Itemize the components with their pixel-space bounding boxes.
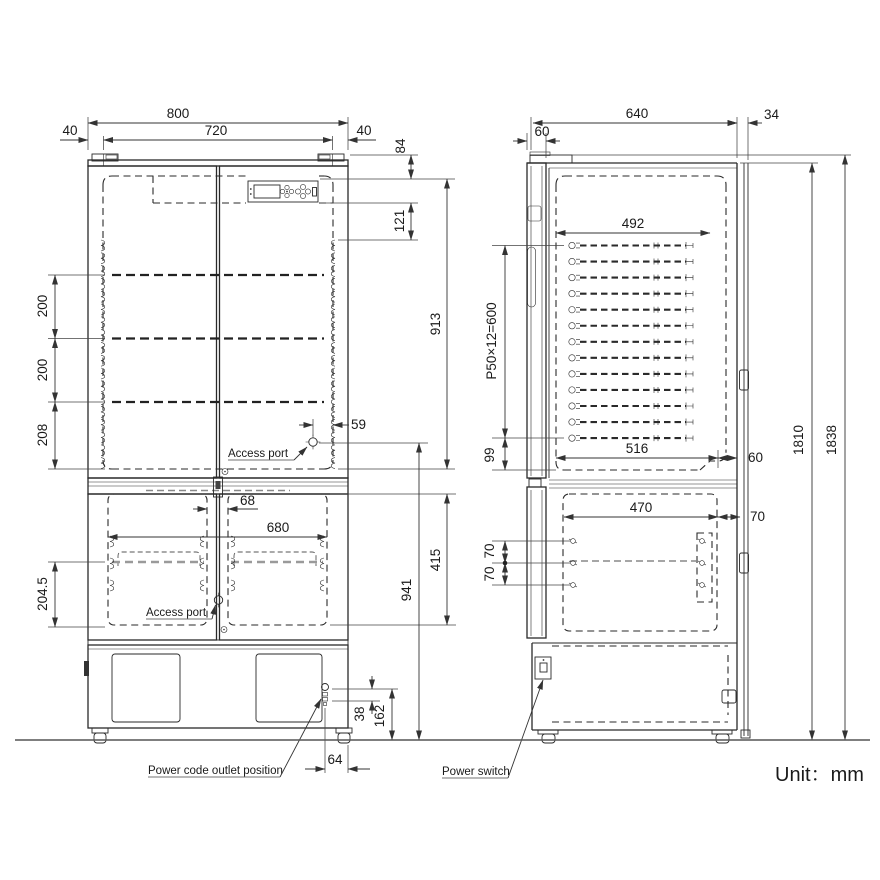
front-upper-door-left	[88, 166, 217, 478]
front-dimensions	[35, 106, 456, 773]
front-view	[84, 154, 352, 743]
dim-lower-inner-depth: 470	[629, 500, 653, 515]
base-side-clip	[84, 661, 89, 676]
dim-shelf-pitch-2: 200	[35, 358, 50, 382]
dim-lower-inner-height: 415	[428, 548, 443, 572]
dim-front-upper-height: 913	[428, 312, 443, 336]
dim-front-overall-width: 800	[166, 106, 190, 121]
dim-upper-inner-depth: 492	[621, 216, 645, 231]
access-port-lower-label: Access port	[146, 607, 207, 619]
side-base	[527, 638, 737, 743]
side-middle-junction	[529, 479, 737, 488]
dim-front-panel-to-rail: 121	[392, 209, 407, 233]
front-upper-door-right	[220, 166, 349, 478]
dim-outlet-from-side: 64	[327, 752, 343, 767]
side-upper-door	[527, 163, 546, 478]
front-clip-column-right	[331, 240, 335, 469]
access-port-upper-icon	[306, 435, 321, 450]
dim-access-port-offset: 59	[351, 417, 367, 432]
side-lower-door	[527, 487, 546, 638]
dim-rear-clearance: 34	[764, 107, 780, 122]
front-shelf-lines	[112, 275, 324, 402]
side-lower-clips-rear	[698, 539, 706, 588]
dim-lower-rear-gap: 70	[750, 509, 766, 524]
front-lower-clips-4	[320, 536, 324, 591]
dim-clip-pitch-b: 70	[482, 566, 497, 582]
dim-port-to-floor: 941	[399, 578, 414, 602]
side-caster-rear	[712, 730, 732, 743]
dim-floor-depth: 516	[625, 441, 649, 456]
front-clip-column-left	[101, 240, 105, 469]
dim-lower-inner-width: 680	[266, 520, 290, 535]
dim-outlet-height: 162	[372, 704, 387, 728]
vent-grille-left	[112, 654, 180, 722]
dim-height-body: 1810	[791, 424, 806, 456]
power-outlet-icon	[322, 684, 329, 706]
front-top-cap	[88, 160, 348, 166]
dim-shelf-pitch-3: 208	[35, 423, 50, 447]
dim-clip-pitch-a: 70	[482, 543, 497, 559]
front-bottom-band	[88, 640, 348, 645]
vent-grille-right	[256, 654, 322, 722]
door-handle-recess	[528, 247, 536, 307]
side-shelf-rails	[569, 242, 693, 442]
front-caster-left	[92, 728, 108, 743]
front-lower-clips-2	[200, 536, 204, 591]
dim-front-offset-left: 40	[62, 123, 78, 138]
power-switch-icon	[535, 657, 551, 679]
side-caster-front	[538, 730, 558, 743]
access-port-upper-label: Access port	[228, 448, 289, 460]
dim-front-top-to-panel: 84	[393, 138, 408, 154]
front-middle-junction	[88, 469, 348, 498]
front-caster-right	[336, 728, 352, 743]
control-panel-buttons	[280, 184, 316, 198]
dim-rail-bottom-offset: 99	[482, 447, 497, 463]
dim-outlet-gap: 38	[352, 706, 367, 722]
dim-front-inner-width: 720	[204, 123, 228, 138]
power-outlet-label: Power code outlet position	[148, 765, 283, 777]
unit-note: Unit：mm	[775, 764, 864, 786]
control-panel	[248, 181, 318, 202]
front-lower-clips-1	[110, 536, 114, 591]
side-top-cap	[530, 155, 572, 163]
dim-depth-body: 640	[625, 106, 649, 121]
dim-rail-pitch: P50×12=600	[484, 302, 499, 380]
dim-shelf-pitch-1: 200	[35, 294, 50, 318]
dim-height-overall: 1838	[824, 424, 839, 456]
dim-lower-center-gap: 68	[240, 493, 256, 508]
side-lower-clips-front	[569, 539, 577, 588]
control-panel-display	[254, 185, 280, 198]
dim-floor-rear-gap: 60	[748, 450, 764, 465]
dim-lower-shelf-to-bottom: 204.5	[35, 577, 50, 611]
front-upper-liner	[103, 176, 333, 469]
dim-front-offset-right: 40	[356, 123, 372, 138]
front-base	[84, 645, 352, 743]
front-lower-liners	[108, 494, 327, 625]
power-switch-label: Power switch	[442, 766, 510, 778]
front-lower-door-right	[220, 494, 349, 640]
dim-door-thickness: 60	[534, 124, 550, 139]
